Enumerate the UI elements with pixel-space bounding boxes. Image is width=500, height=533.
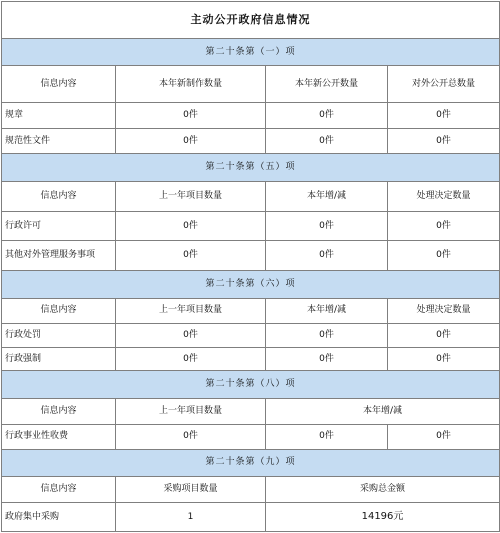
column-header-row xyxy=(2,476,500,503)
title-row xyxy=(2,2,500,39)
section-header-row xyxy=(2,271,500,299)
table-cell: 1 xyxy=(116,503,266,532)
column-header-row xyxy=(2,182,500,212)
column-header-row xyxy=(2,66,500,103)
table-cell: 0件 xyxy=(116,424,266,450)
section-header: 第二十条第（五）项 xyxy=(2,154,500,182)
row-label: 行政处罚 xyxy=(2,324,116,348)
table-row xyxy=(2,503,500,532)
table-row xyxy=(2,103,500,129)
table-cell: 0件 xyxy=(388,424,500,450)
table-cell: 0件 xyxy=(116,103,266,129)
table-cell: 0件 xyxy=(388,347,500,371)
column-header: 本年增/减 xyxy=(266,298,388,324)
column-header: 处理决定数量 xyxy=(388,298,500,324)
column-header: 信息内容 xyxy=(2,298,116,324)
section-header: 第二十条第（六）项 xyxy=(2,271,500,299)
column-header: 本年增/减 xyxy=(266,398,500,424)
section-header-row xyxy=(2,371,500,399)
column-header: 信息内容 xyxy=(2,66,116,103)
row-label: 规章 xyxy=(2,103,116,129)
column-header: 本年新制作数量 xyxy=(116,66,266,103)
table-row xyxy=(2,241,500,271)
table-row xyxy=(2,128,500,154)
column-header: 信息内容 xyxy=(2,398,116,424)
table-cell: 0件 xyxy=(266,347,388,371)
column-header-row xyxy=(2,398,500,424)
table-cell: 0件 xyxy=(388,324,500,348)
table-row xyxy=(2,424,500,450)
table-row xyxy=(2,324,500,348)
column-header: 采购总金额 xyxy=(266,476,500,503)
row-label: 行政强制 xyxy=(2,347,116,371)
section-header-row xyxy=(2,450,500,477)
section-header-row xyxy=(2,154,500,182)
table-cell: 0件 xyxy=(266,424,388,450)
table-cell: 0件 xyxy=(116,347,266,371)
section-header: 第二十条第（八）项 xyxy=(2,371,500,399)
table-cell: 0件 xyxy=(116,211,266,241)
row-label: 行政许可 xyxy=(2,211,116,241)
table-cell: 0件 xyxy=(116,241,266,271)
column-header: 上一年项目数量 xyxy=(116,298,266,324)
column-header: 采购项目数量 xyxy=(116,476,266,503)
column-header: 信息内容 xyxy=(2,476,116,503)
row-label: 行政事业性收费 xyxy=(2,424,116,450)
table-row xyxy=(2,211,500,241)
table-cell: 0件 xyxy=(266,324,388,348)
table-cell: 0件 xyxy=(388,128,500,154)
table-cell: 14196元 xyxy=(266,503,500,532)
table-cell: 0件 xyxy=(266,103,388,129)
table-cell: 0件 xyxy=(388,241,500,271)
column-header: 对外公开总数量 xyxy=(388,66,500,103)
column-header: 本年新公开数量 xyxy=(266,66,388,103)
section-header-row xyxy=(2,38,500,66)
page-title: 主动公开政府信息情况 xyxy=(2,2,500,39)
table-cell: 0件 xyxy=(388,211,500,241)
table-cell: 0件 xyxy=(116,128,266,154)
info-disclosure-table xyxy=(1,1,500,532)
table-cell: 0件 xyxy=(266,128,388,154)
column-header: 本年增/减 xyxy=(266,182,388,212)
table-cell: 0件 xyxy=(266,241,388,271)
column-header: 处理决定数量 xyxy=(388,182,500,212)
row-label: 规范性文件 xyxy=(2,128,116,154)
table-cell: 0件 xyxy=(388,103,500,129)
row-label: 其他对外管理服务事项 xyxy=(2,241,116,271)
table-cell: 0件 xyxy=(266,211,388,241)
column-header: 上一年项目数量 xyxy=(116,398,266,424)
column-header: 信息内容 xyxy=(2,182,116,212)
section-header: 第二十条第（九）项 xyxy=(2,450,500,477)
table-cell: 0件 xyxy=(116,324,266,348)
column-header-row xyxy=(2,298,500,324)
row-label: 政府集中采购 xyxy=(2,503,116,532)
table-row xyxy=(2,347,500,371)
column-header: 上一年项目数量 xyxy=(116,182,266,212)
section-header: 第二十条第（一）项 xyxy=(2,38,500,66)
